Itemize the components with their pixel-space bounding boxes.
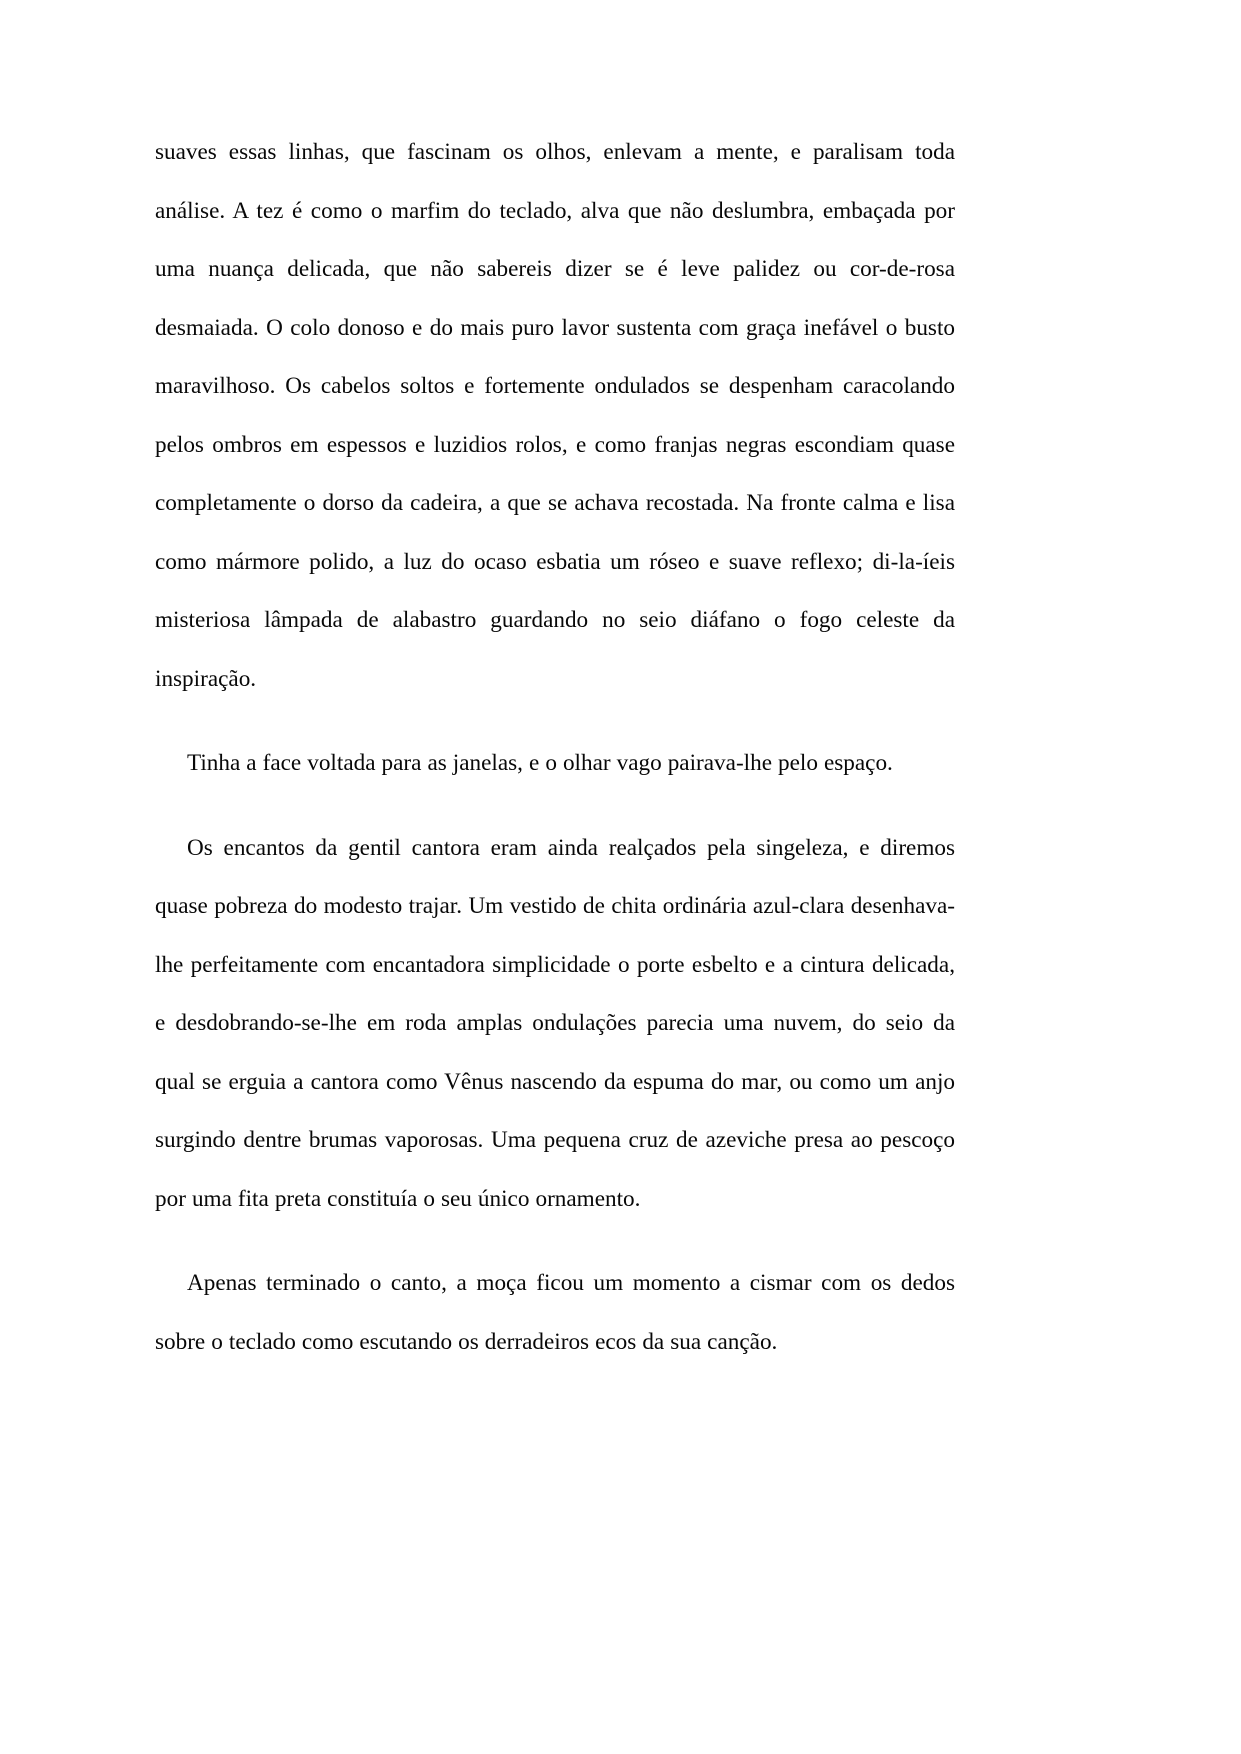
body-text-column xyxy=(155,123,955,1371)
paragraph-2: Tinha a face voltada para as janelas, e o olhar vago pairava-lhe pelo espaço. xyxy=(187,750,893,776)
paragraph-4: Apenas terminado o canto, a moça ficou um momento a cismar com os dedos sobre o teclado como escutando os derradeiros ecos da sua canção. xyxy=(155,1270,955,1355)
paragraph-1: suaves essas linhas, que fascinam os olhos, enlevam a mente, e paralisam toda análise. A tez é como o marfim do teclado, alva que não deslumbra, embaçada por uma nuança delicada, que não sabereis dizer se é leve palidez ou cor-de-rosa desmaiada. O colo donoso e do mais puro lavor sustenta com graça inefável o busto maravilhoso. Os cabelos soltos e fortemente ondulados se despenham caracolando pelos ombros em espessos e luzidios rolos, e como franjas negras escondiam quase completamente o dorso da cadeira, a que se achava recostada. Na fronte calma e lisa como mármore polido, a luz do ocaso esbatia um róseo e suave reflexo; di-la-íeis misteriosa lâmpada de alabastro guardando no seio diáfano o fogo celeste da inspiração. xyxy=(155,139,955,692)
paragraph-3: Os encantos da gentil cantora eram ainda realçados pela singeleza, e diremos quase pobreza do modesto trajar. Um vestido de chita ordinária azul-clara desenhava-lhe perfeitamente com encantadora simplicidade o porte esbelto e a cintura delicada, e desdobrando-se-lhe em roda amplas ondulações parecia uma nuvem, do seio da qual se erguia a cantora como Vênus nascendo da espuma do mar, ou como um anjo surgindo dentre brumas vaporosas. Uma pequena cruz de azeviche presa ao pescoço por uma fita preta constituía o seu único ornamento. xyxy=(155,834,955,1212)
